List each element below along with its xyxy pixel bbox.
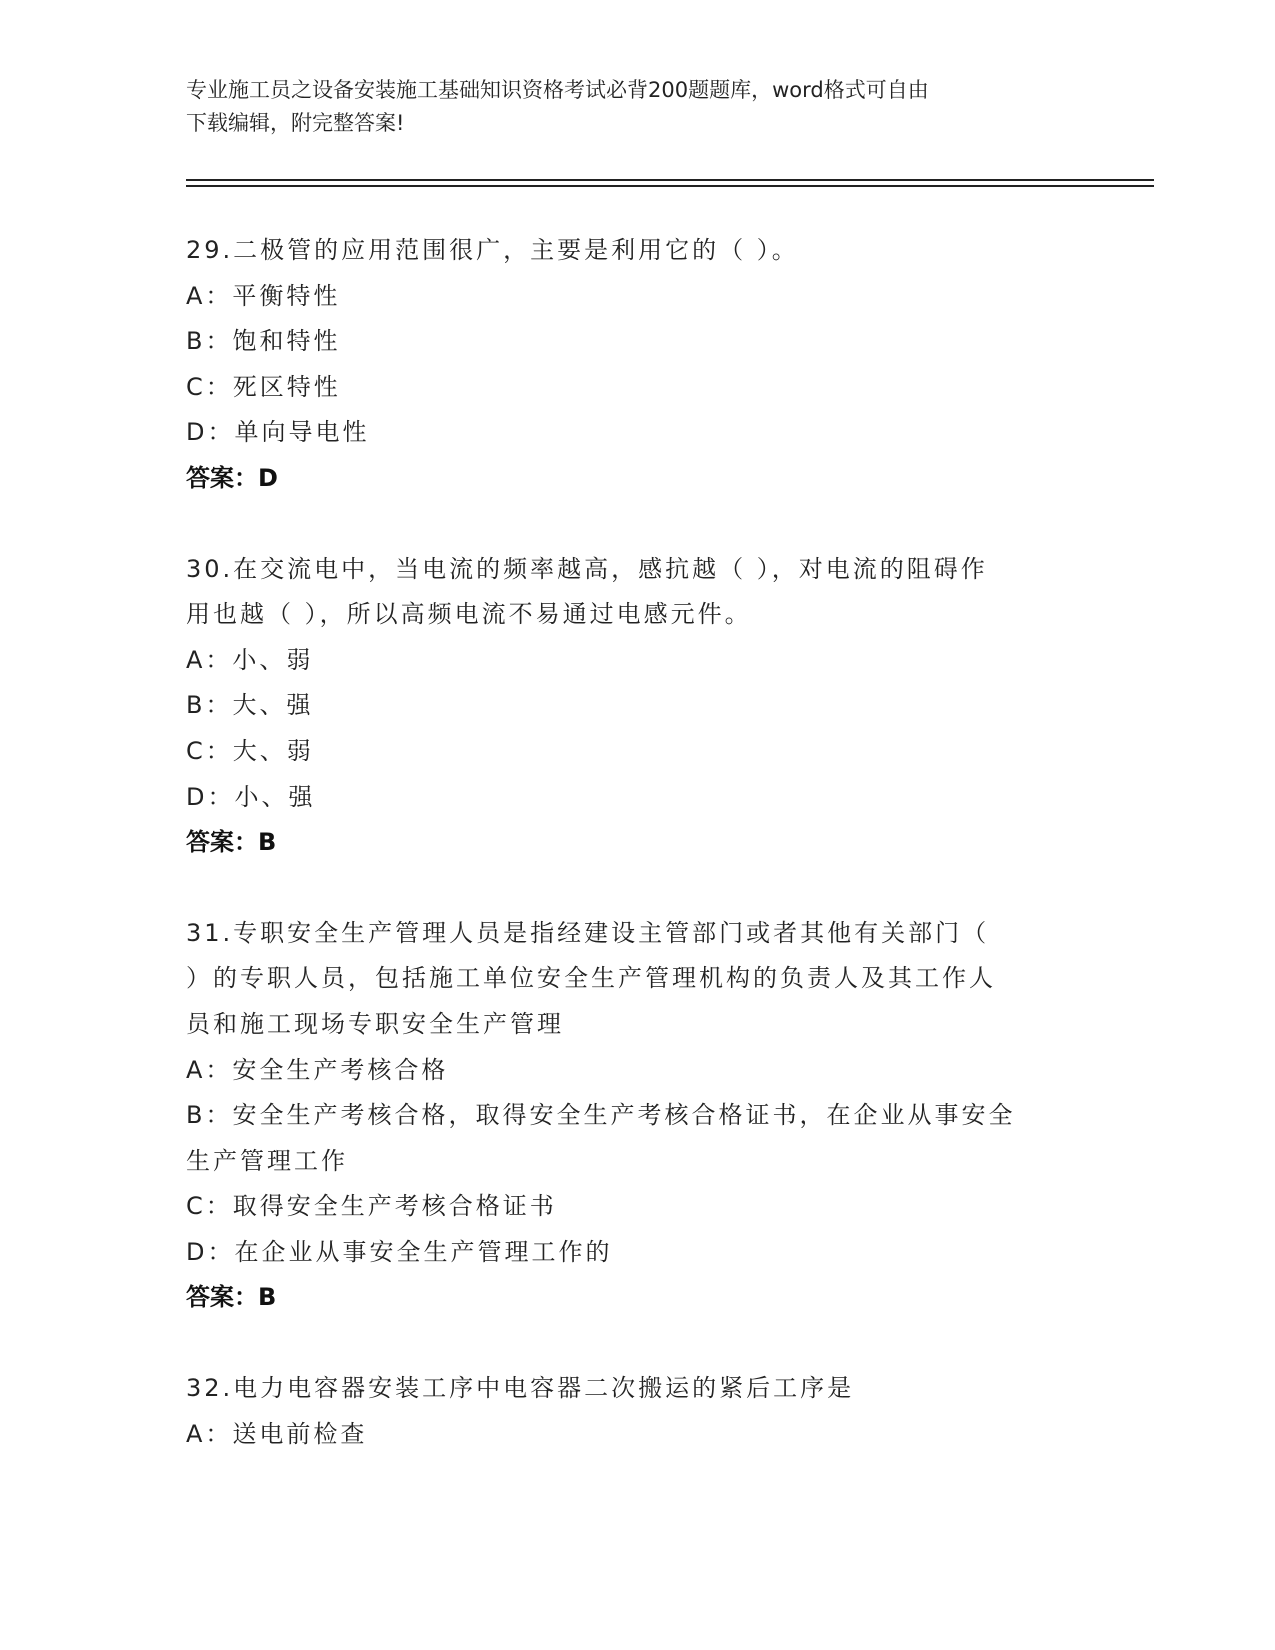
option-b: B：大、强 — [186, 691, 314, 720]
question-text-continued: 用也越（ ），所以高频电流不易通过电感元件。 — [186, 600, 752, 629]
option-d: D：在企业从事安全生产管理工作的 — [186, 1237, 613, 1266]
question-29 — [186, 228, 1086, 502]
question-text: 29.二极管的应用范围很广，主要是利用它的（ ）。 — [186, 236, 799, 264]
document-header — [186, 74, 1066, 140]
question-text: 30.在交流电中，当电流的频率越高，感抗越（ ），对电流的阻碍作 — [186, 554, 988, 583]
question-text: 32.电力电容器安装工序中电容器二次搬运的紧后工序是 — [186, 1374, 855, 1403]
question-30 — [186, 547, 1086, 866]
question-32 — [186, 1366, 1086, 1457]
option-c: C：死区特性 — [186, 372, 341, 401]
option-a: A：平衡特性 — [186, 281, 341, 310]
option-a: A：小、弱 — [186, 645, 314, 674]
header-rule-bottom — [186, 185, 1154, 187]
header-line-1: 专业施工员之设备安装施工基础知识资格考试必背200题题库，word格式可自由 — [186, 78, 929, 102]
option-b: B：安全生产考核合格，取得安全生产考核合格证书，在企业从事安全 — [186, 1101, 1016, 1130]
question-list — [186, 228, 1086, 1457]
question-spacer — [186, 1321, 1086, 1366]
option-b-continued: 生产管理工作 — [186, 1146, 348, 1175]
question-spacer — [186, 502, 1086, 547]
option-c: C：取得安全生产考核合格证书 — [186, 1192, 557, 1221]
header-line-2: 下载编辑，附完整答案! — [186, 111, 405, 135]
option-c: C：大、弱 — [186, 736, 314, 765]
answer-text: 答案：D — [186, 463, 278, 492]
answer-text: 答案：B — [186, 1283, 277, 1312]
question-text-continued: ）的专职人员，包括施工单位安全生产管理机构的负责人及其工作人 — [186, 964, 996, 993]
option-d: D：单向导电性 — [186, 418, 370, 447]
header-rule-top — [186, 179, 1154, 181]
question-text-continued: 员和施工现场专职安全生产管理 — [186, 1009, 564, 1038]
option-a: A：送电前检查 — [186, 1419, 368, 1448]
option-a: A：安全生产考核合格 — [186, 1055, 449, 1084]
option-b: B：饱和特性 — [186, 327, 341, 356]
question-31 — [186, 911, 1086, 1321]
answer-text: 答案：B — [186, 828, 277, 857]
question-text: 31.专职安全生产管理人员是指经建设主管部门或者其他有关部门（ — [186, 918, 990, 947]
option-d: D：小、强 — [186, 782, 316, 811]
question-spacer — [186, 866, 1086, 911]
